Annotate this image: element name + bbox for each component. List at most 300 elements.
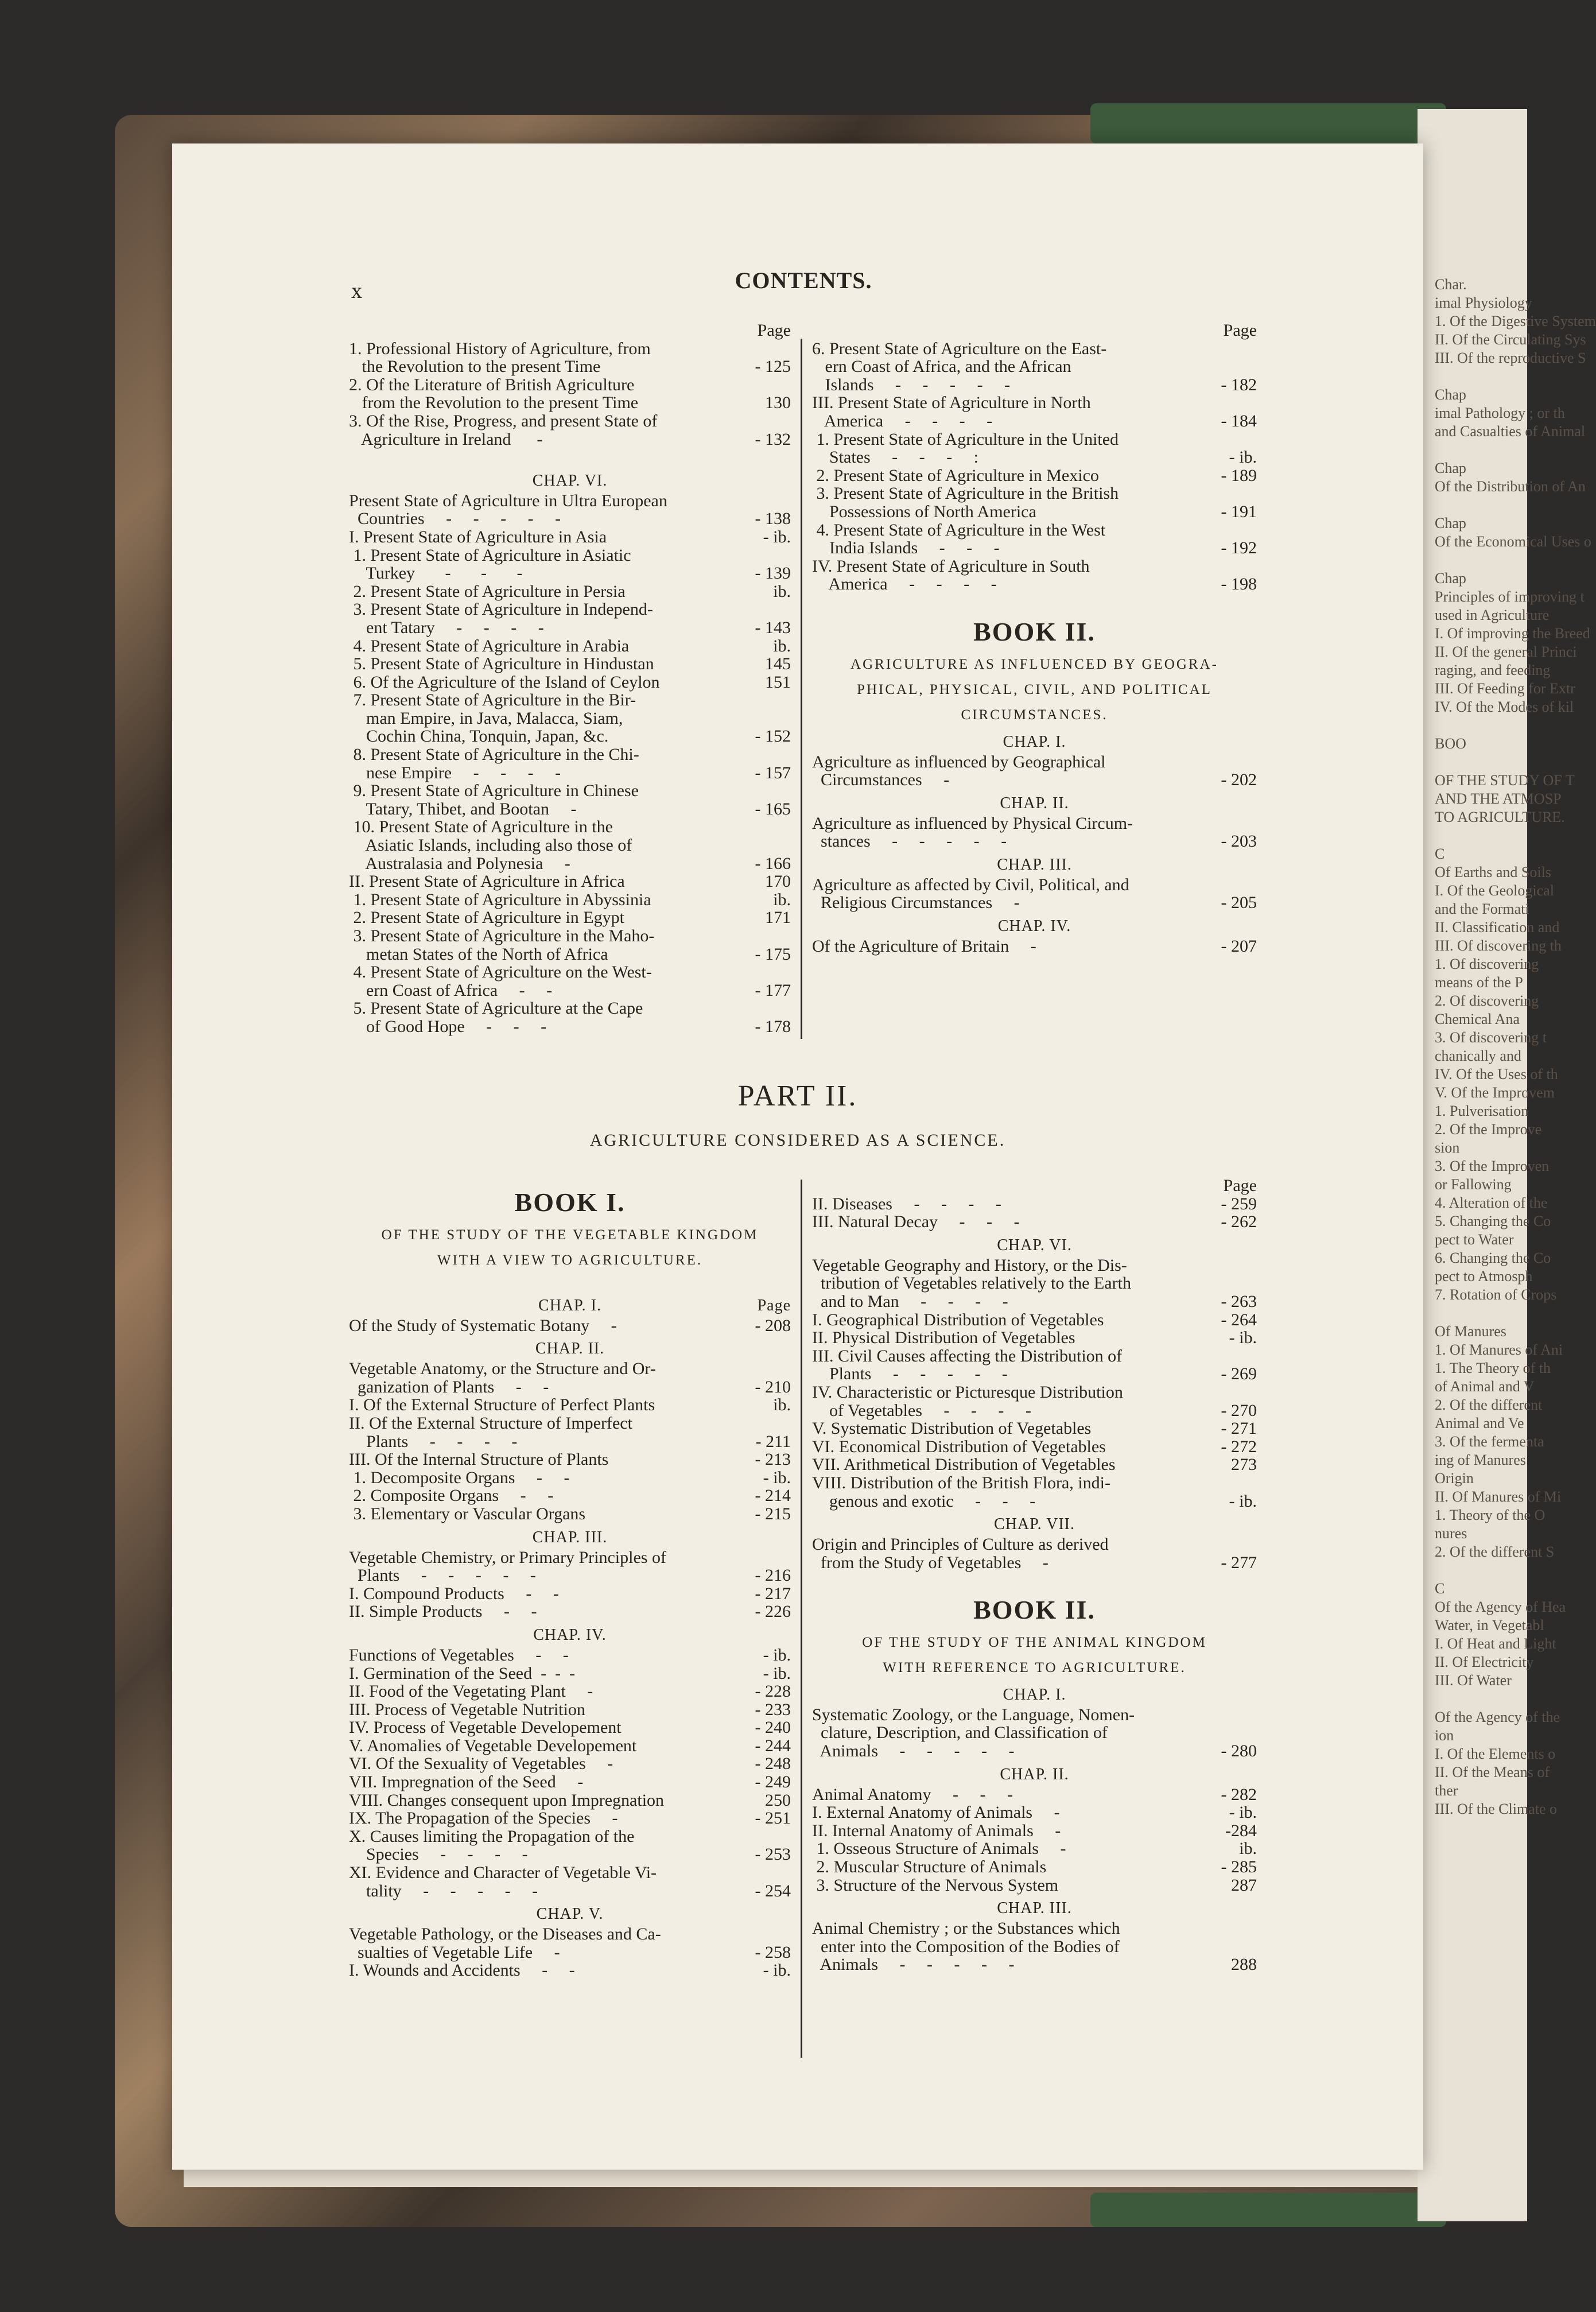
entry-title: 2. Of the Literature of British Agriculture: [349, 375, 635, 394]
entry-title: ern Coast of Africa, and the African: [812, 357, 1071, 377]
book-heading: BOOK II.: [973, 1595, 1096, 1624]
contents-entry: [812, 937, 1257, 956]
entry-page-number: - 182: [1221, 375, 1257, 394]
entry-title: ent Tatary - - - -: [349, 618, 544, 637]
contents-entry: [349, 1809, 791, 1828]
entry-page-number: 287: [1231, 1875, 1257, 1895]
entry-page-number: - ib.: [1229, 1803, 1257, 1822]
entry-title: CHAP. II.: [535, 1340, 605, 1358]
entry-title: I. Germination of the Seed - - -: [349, 1663, 576, 1683]
entry-title: 4. Present State of Agriculture in the West: [812, 520, 1106, 540]
entry-title: Animals - - - - -: [812, 1955, 1015, 1974]
contents-entry: [812, 340, 1257, 358]
chapter-heading: [812, 728, 1257, 753]
entry-page-number: - 251: [755, 1809, 791, 1828]
entry-title: IV. Characteristic or Picturesque Distribution: [812, 1382, 1123, 1402]
contents-entry: [349, 510, 791, 528]
entry-page-number: - ib.: [763, 1468, 791, 1487]
contents-entry: [349, 945, 791, 964]
entry-title: IV. Process of Vegetable Developement: [349, 1718, 622, 1737]
facing-page-text: Char. imal Physiology 1. Of the Digestive System II. Of the Circulating Sys III. Of the reproductive S Chap imal Pathology ; or th and Casualties of Animal Chap Of the Distribution of An Chap Of the Economical Uses o Chap Principles of improving t used in Agriculture I. Of improving the Breed II. Of the general Princi raging, and feeding III. Of Feeding for Extr IV. Of the Modes of kil BOO OF THE STUDY OF T AND THE ATMOSP TO AGRICULTURE. C Of Earths and Soils I. Of the Geological and the Formati II. Classification and III. Of discovering th 1. Of discovering means of the P 2. Of discovering Chemical Ana 3. Of discovering t chanically and IV. Of the Uses of th V. Of the Improvem 1. Pulverisation 2. Of the Improve sion 3. Of the Improven or Fallowing 4. Alteration of the 5. Changing the Co pect to Water 6. Changing the Co pect to Atmosph 7. Rotation of Crops Of Manures 1. Of Manures of Ani 1. The Theory of th of Animal and V 2. Of the different Animal and Ve 3. Of the fermenta ing of Manures Origin II. Of Manures of Mi 1. Theory of the O nures 2. Of the different S C Of the Agency of Hea Water, in Vegetabl I. Of Heat and Light II. Of Electricity III. Of Water Of the Agency of the ion I. Of the Elements o II. Of the Means of ther III. Of the Climate o: [1435, 276, 1596, 1817]
entry-title: 1. Professional History of Agriculture, from: [349, 339, 651, 358]
entry-title: Present State of Agriculture in Ultra European: [349, 491, 667, 510]
entry-title: IV. Present State of Agriculture in South: [812, 556, 1090, 576]
contents-entry: [812, 1822, 1257, 1840]
entry-title: America - - - -: [812, 575, 997, 594]
book-subtitle: AGRICULTURE AS INFLUENCED BY GEOGRA-: [851, 656, 1218, 672]
contents-entry: [349, 1755, 791, 1773]
contents-entry: [349, 1396, 791, 1414]
entry-page-number: - 282: [1221, 1785, 1257, 1804]
entry-page-number: - 240: [755, 1718, 791, 1737]
entry-page-number: - 264: [1221, 1310, 1257, 1329]
contents-entry: [349, 430, 791, 449]
entry-title: II. Simple Products - -: [349, 1602, 537, 1621]
top-left-column: [349, 321, 791, 1036]
contents-entry: [812, 753, 1257, 771]
book-subtitle: OF THE STUDY OF THE ANIMAL KINGDOM: [862, 1634, 1207, 1650]
contents-entry: [349, 764, 791, 782]
contents-entry: [812, 521, 1257, 540]
contents-entry: [349, 1701, 791, 1719]
contents-entry: [812, 575, 1257, 593]
contents-entry: [349, 1487, 791, 1505]
contents-entry: [812, 1554, 1257, 1572]
contents-entry: [349, 818, 791, 836]
chapter-heading: [812, 1510, 1257, 1535]
entry-page-number: - 157: [755, 763, 791, 782]
contents-entry: [349, 1549, 791, 1567]
contents-entry: [349, 1961, 791, 1980]
entry-page-number: - 217: [755, 1584, 791, 1603]
contents-entry: [349, 1773, 791, 1791]
book-subtitle: OF THE STUDY OF THE VEGETABLE KINGDOM: [381, 1227, 759, 1243]
entry-page-number: - 259: [1221, 1194, 1257, 1213]
contents-entry: [349, 1737, 791, 1755]
contents-entry: [812, 1858, 1257, 1876]
entry-page-number: - 248: [755, 1754, 791, 1774]
entry-title: ern Coast of Africa - -: [349, 980, 553, 1000]
cover-binding-edge: [1090, 103, 1446, 143]
contents-entry: [812, 1347, 1257, 1366]
entry-title: tribution of Vegetables relatively to the Earth: [812, 1274, 1131, 1293]
entry-title: CHAP. IV.: [997, 917, 1071, 936]
entry-title: 6. Present State of Agriculture on the East-: [812, 339, 1107, 358]
contents-entry: [349, 1018, 791, 1036]
entry-title: Possessions of North America: [812, 502, 1036, 521]
contents-entry: [349, 394, 791, 412]
contents-entry: [349, 999, 791, 1018]
entry-page-number: 273: [1231, 1455, 1257, 1475]
entry-title: nese Empire - - - -: [349, 763, 561, 782]
entry-title: Islands - - - - -: [812, 375, 1010, 394]
spacer: [812, 593, 1257, 612]
entry-title: States - - - :: [812, 448, 978, 467]
entry-title: Turkey - - -: [349, 564, 523, 583]
entry-title: II. Diseases - - - -: [812, 1194, 1001, 1213]
contents-entry: [349, 600, 791, 619]
page-label-row: [812, 321, 1257, 340]
entry-title: of Vegetables - - - -: [812, 1401, 1031, 1420]
entry-title: VIII. Changes consequent upon Impregnation: [349, 1790, 665, 1810]
entry-title: man Empire, in Java, Malacca, Siam,: [349, 708, 623, 728]
entry-page-number: - 138: [755, 509, 791, 529]
contents-entry: [812, 1956, 1257, 1974]
entry-title: CHAP. VII.: [994, 1515, 1075, 1534]
contents-entry: [812, 876, 1257, 894]
contents-entry: [349, 412, 791, 430]
entry-title: 2. Muscular Structure of Animals: [812, 1857, 1047, 1877]
entry-title: 9. Present State of Agriculture in Chinese: [349, 781, 639, 801]
entry-title: 10. Present State of Agriculture in the: [349, 817, 613, 837]
entry-title: Asiatic Islands, including also those of: [349, 836, 632, 855]
entry-title: Of the Study of Systematic Botany -: [349, 1316, 617, 1335]
contents-entry: [812, 814, 1257, 833]
entry-title: Agriculture as influenced by Physical Circum-: [812, 813, 1133, 833]
contents-entry: [349, 655, 791, 673]
contents-entry: [349, 1845, 791, 1864]
entry-page-number: 250: [765, 1790, 791, 1810]
entry-page-number: - 189: [1221, 465, 1257, 485]
entry-title: 1. Present State of Agriculture in Abyssinia: [349, 890, 651, 909]
running-head: CONTENTS.: [735, 267, 872, 293]
contents-entry: [349, 1378, 791, 1396]
entry-page-number: - ib.: [763, 527, 791, 546]
entry-title: Agriculture in Ireland -: [349, 429, 543, 449]
contents-entry: [349, 1646, 791, 1665]
entry-page-number: - 166: [755, 854, 791, 873]
contents-entry: [349, 619, 791, 637]
contents-entry: [349, 1682, 791, 1701]
entry-title: stances - - - - -: [812, 832, 1007, 851]
entry-title: IX. The Propagation of the Species -: [349, 1809, 618, 1828]
entry-title: 2. Present State of Agriculture in Persia: [349, 581, 626, 601]
entry-page-number: - 280: [1221, 1741, 1257, 1761]
page-label-row: [349, 321, 791, 340]
contents-entry: [812, 1329, 1257, 1347]
entry-title: III. Natural Decay - - -: [812, 1212, 1020, 1232]
entry-title: I. Geographical Distribution of Vegetables: [812, 1310, 1104, 1329]
entry-title: Animal Anatomy - - -: [812, 1785, 1013, 1804]
entry-page-number: - 272: [1221, 1437, 1257, 1456]
contents-entry: [349, 891, 791, 909]
entry-title: 3. Present State of Agriculture in the Maho-: [349, 926, 655, 945]
contents-entry: [349, 1414, 791, 1433]
entry-page-number: - 191: [1221, 502, 1257, 521]
entry-page-number: - 143: [755, 618, 791, 637]
entry-title: from the Study of Vegetables -: [812, 1553, 1049, 1572]
entry-title: Species - - - -: [349, 1845, 528, 1864]
entry-title: 6. Of the Agriculture of the Island of Ceylon: [349, 672, 660, 692]
book-subtitle: WITH REFERENCE TO AGRICULTURE.: [883, 1659, 1186, 1675]
contents-entry: [812, 412, 1257, 430]
contents-entry: [812, 1177, 1257, 1195]
entry-title: Tatary, Thibet, and Bootan -: [349, 799, 577, 818]
entry-page-number: - ib.: [763, 1961, 791, 1980]
entry-page-number: - 233: [755, 1700, 791, 1719]
entry-page-number: Page: [1223, 1176, 1257, 1195]
entry-page-number: - 244: [755, 1736, 791, 1755]
entry-title: of Good Hope - - -: [349, 1017, 547, 1036]
entry-title: CHAP. III.: [997, 1899, 1072, 1918]
contents-entry: [812, 484, 1257, 503]
entry-title: II. Physical Distribution of Vegetables: [812, 1328, 1075, 1348]
entry-page-number: 170: [765, 872, 791, 891]
column-rule-bottom: [801, 1180, 802, 2058]
contents-entry: [812, 1256, 1257, 1275]
contents-entry: [812, 1938, 1257, 1956]
entry-page-number: - 178: [755, 1017, 791, 1036]
entry-title: II. Internal Anatomy of Animals -: [812, 1821, 1061, 1840]
entry-page-number: - 184: [1221, 411, 1257, 430]
chapter-heading: [812, 1894, 1257, 1919]
entry-title: CHAP. V.: [536, 1905, 604, 1923]
entry-title: CHAP. VI.: [997, 1236, 1072, 1254]
chapter-heading: [349, 1621, 791, 1646]
chapter-heading: [812, 851, 1257, 876]
contents-entry: [812, 1293, 1257, 1311]
contents-entry: [349, 1566, 791, 1585]
contents-entry: [349, 1944, 791, 1962]
entry-title: Plants - - - - -: [349, 1566, 536, 1585]
contents-entry: [349, 927, 791, 945]
entry-title: 1. Osseous Structure of Animals -: [812, 1839, 1066, 1859]
entry-title: CHAP. III.: [532, 1528, 608, 1546]
spacer: [812, 1572, 1257, 1590]
entry-page-number: Page: [757, 1296, 791, 1314]
book-subtitle: PHICAL, PHYSICAL, CIVIL, AND POLITICAL: [857, 681, 1212, 697]
contents-entry: [349, 782, 791, 800]
contents-entry: [812, 1456, 1257, 1474]
entry-page-number: 288: [1231, 1955, 1257, 1974]
entry-page-number: 130: [765, 393, 791, 413]
column-rule-top: [801, 339, 802, 1039]
entry-title: Religious Circumstances -: [812, 893, 1020, 913]
book-subtitle: CIRCUMSTANCES.: [961, 707, 1108, 723]
entry-title: CHAP. I.: [1003, 1685, 1066, 1704]
entry-title: Vegetable Chemistry, or Primary Principles of: [349, 1547, 666, 1567]
contents-entry: [349, 1469, 791, 1487]
contents-entry: [349, 691, 791, 709]
entry-title: Animals - - - - -: [812, 1741, 1015, 1761]
page-folio: x: [351, 279, 362, 303]
contents-entry: [812, 503, 1257, 521]
book-subtitle: WITH A VIEW TO AGRICULTURE.: [437, 1252, 703, 1268]
chapter-heading: [349, 467, 791, 492]
contents-entry: [349, 358, 791, 376]
entry-title: Origin and Principles of Culture as derived: [812, 1535, 1109, 1554]
contents-entry: [349, 1450, 791, 1469]
contents-entry: [349, 982, 791, 1000]
entry-page-number: ib.: [773, 581, 791, 601]
entry-page-number: - 258: [755, 1942, 791, 1962]
contents-entry: [812, 1786, 1257, 1804]
contents-entry: [349, 1864, 791, 1882]
contents-entry: [812, 1383, 1257, 1402]
contents-entry: [812, 1365, 1257, 1383]
entry-title: sualties of Vegetable Life -: [349, 1942, 560, 1962]
entry-page-number: - 285: [1221, 1857, 1257, 1877]
entry-title: VI. Of the Sexuality of Vegetables -: [349, 1754, 613, 1774]
entry-page-number: - 207: [1221, 937, 1257, 956]
contents-entry: [812, 1274, 1257, 1293]
entry-title: metan States of the North of Africa: [349, 944, 608, 964]
entry-page-number: - 271: [1221, 1419, 1257, 1438]
entry-page-number: - 253: [755, 1845, 791, 1864]
page-label: Page: [1223, 321, 1257, 340]
chapter-heading: [812, 1760, 1257, 1786]
entry-title: Animal Chemistry ; or the Substances which: [812, 1919, 1120, 1938]
entry-page-number: - 205: [1221, 893, 1257, 913]
entry-title: 4. Present State of Agriculture in Arabia: [349, 636, 630, 655]
entry-page-number: 171: [765, 908, 791, 928]
entry-page-number: - 226: [755, 1602, 791, 1621]
contents-entry: [349, 340, 791, 358]
entry-title: Agriculture as influenced by Geographical: [812, 752, 1106, 771]
entry-title: 3. Of the Rise, Progress, and present State of: [349, 411, 658, 430]
entry-page-number: - 202: [1221, 770, 1257, 790]
entry-page-number: ib.: [773, 1395, 791, 1415]
contents-entry: [349, 1360, 791, 1378]
entry-page-number: - 192: [1221, 538, 1257, 558]
chapter-heading: [812, 912, 1257, 937]
entry-page-number: - 216: [755, 1566, 791, 1585]
contents-entry: [812, 894, 1257, 912]
entry-title: clature, Description, and Classification of: [812, 1723, 1108, 1743]
entry-title: Functions of Vegetables - -: [349, 1645, 569, 1665]
spacer: [349, 448, 791, 467]
contents-entry: [349, 909, 791, 927]
entry-title: X. Causes limiting the Propagation of the: [349, 1826, 635, 1846]
contents-entry: [812, 467, 1257, 485]
entry-page-number: - 175: [755, 944, 791, 964]
entry-title: 2. Present State of Agriculture in Mexico: [812, 465, 1099, 485]
entry-page-number: ib.: [773, 890, 791, 909]
contents-entry: [812, 557, 1257, 576]
chapter-heading: [812, 1681, 1257, 1706]
entry-title: II. Present State of Agriculture in Africa: [349, 872, 625, 891]
contents-entry: [349, 1925, 791, 1944]
entry-title: VIII. Distribution of the British Flora, indi-: [812, 1473, 1110, 1492]
entry-title: CHAP. II.: [1000, 794, 1069, 812]
chapter-heading: [349, 1335, 791, 1360]
contents-entry: [812, 430, 1257, 449]
entry-title: VII. Impregnation of the Seed -: [349, 1772, 584, 1792]
entry-page-number: - 165: [755, 799, 791, 818]
entry-title: V. Anomalies of Vegetable Developement: [349, 1736, 637, 1755]
entry-page-number: - ib.: [763, 1645, 791, 1665]
page-label: Page: [757, 321, 791, 340]
contents-entry: [349, 1317, 791, 1335]
entry-title: V. Systematic Distribution of Vegetables: [812, 1419, 1092, 1438]
entry-page-number: - 132: [755, 429, 791, 449]
contents-entry: [812, 1492, 1257, 1511]
contents-entry: [349, 1603, 791, 1621]
contents-entry: [349, 1882, 791, 1900]
entry-title: from the Revolution to the present Time: [349, 393, 639, 413]
contents-entry: [349, 800, 791, 818]
contents-entry: [812, 1840, 1257, 1858]
entry-title: 1. Present State of Agriculture in Asiatic: [349, 545, 631, 565]
entry-page-number: - 139: [755, 564, 791, 583]
entry-title: CHAP. I.: [1003, 732, 1066, 751]
contents-entry: [349, 1505, 791, 1523]
entry-title: America - - - -: [812, 411, 993, 430]
entry-page-number: 145: [765, 654, 791, 674]
entry-title: I. Compound Products - -: [349, 1584, 559, 1603]
entry-title: CHAP. VI.: [532, 471, 608, 490]
chapter-heading: [349, 1291, 791, 1317]
contents-entry: [349, 1828, 791, 1846]
entry-page-number: - 277: [1221, 1553, 1257, 1572]
contents-entry: [349, 746, 791, 764]
contents-entry: [812, 1919, 1257, 1938]
contents-entry: [349, 1585, 791, 1603]
entry-title: I. Wounds and Accidents - -: [349, 1961, 575, 1980]
contents-entry: [812, 1803, 1257, 1822]
entry-title: I. Of the External Structure of Perfect Plants: [349, 1395, 655, 1415]
entry-title: III. Of the Internal Structure of Plants: [349, 1450, 609, 1469]
entry-title: 3. Elementary or Vascular Organs: [349, 1504, 586, 1523]
entry-title: 2. Present State of Agriculture in Egypt: [349, 908, 624, 928]
contents-entry: [812, 1474, 1257, 1492]
chapter-heading: [349, 1900, 791, 1925]
contents-entry: [349, 727, 791, 746]
entry-page-number: - 152: [755, 727, 791, 746]
book-heading: BOOK II.: [973, 616, 1096, 646]
contents-entry: [349, 1719, 791, 1737]
contents-entry: [349, 583, 791, 601]
entry-page-number: - 208: [755, 1316, 791, 1335]
entry-page-number: - 263: [1221, 1291, 1257, 1311]
entry-page-number: - 228: [755, 1682, 791, 1701]
contents-entry: [812, 1535, 1257, 1554]
entry-title: tality - - - - -: [349, 1881, 538, 1900]
entry-title: Plants - - - - -: [812, 1364, 1008, 1384]
entry-page-number: - 198: [1221, 575, 1257, 594]
contents-entry: [349, 546, 791, 565]
entry-title: Plants - - - -: [349, 1432, 518, 1451]
part-title: PART II.: [737, 1080, 858, 1112]
entry-page-number: - ib.: [763, 1663, 791, 1683]
entry-title: III. Present State of Agriculture in North: [812, 393, 1091, 413]
contents-entry: [812, 1438, 1257, 1456]
entry-title: 3. Present State of Agriculture in the British: [812, 484, 1119, 503]
entry-title: CHAP. II.: [1000, 1765, 1069, 1783]
contents-entry: [349, 528, 791, 546]
entry-page-number: - ib.: [1229, 448, 1257, 467]
contents-entry: [349, 673, 791, 692]
contents-entry: [812, 1706, 1257, 1724]
entry-title: Systematic Zoology, or the Language, Nomen-: [812, 1705, 1135, 1724]
entry-title: CHAP. IV.: [533, 1626, 607, 1644]
entry-page-number: - 270: [1221, 1401, 1257, 1420]
contents-entry: [812, 539, 1257, 557]
cover-binding-edge-bottom: [1090, 2193, 1446, 2227]
contents-entry: [812, 448, 1257, 467]
entry-title: CHAP. III.: [997, 855, 1072, 874]
entry-title: 3. Present State of Agriculture in Independ-: [349, 600, 653, 619]
entry-title: 7. Present State of Agriculture in the Bir-: [349, 691, 636, 710]
entry-title: Vegetable Pathology, or the Diseases and Ca-: [349, 1925, 661, 1944]
entry-title: genous and exotic - - -: [812, 1491, 1036, 1511]
bottom-left-column: [349, 1182, 791, 1980]
entry-title: Vegetable Anatomy, or the Structure and Or-: [349, 1359, 656, 1379]
entry-page-number: - 177: [755, 980, 791, 1000]
contents-entry: [349, 709, 791, 728]
entry-page-number: - 269: [1221, 1364, 1257, 1384]
contents-entry: [812, 1195, 1257, 1213]
